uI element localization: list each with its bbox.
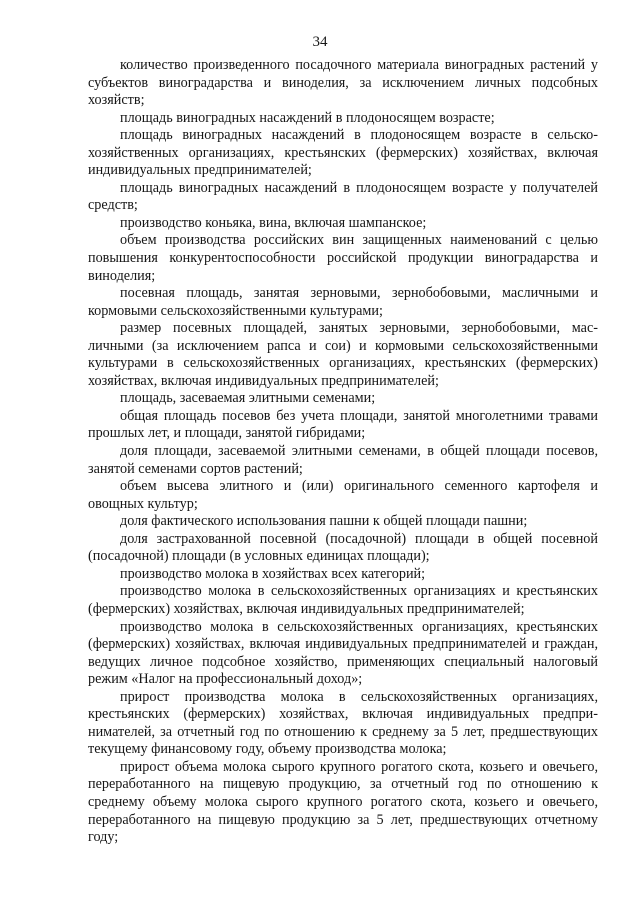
page-number: 34: [312, 34, 328, 50]
paragraph-potato-seeding: объем высева элитного и (или) оригинального семенного картофеля и овощных культур;: [88, 478, 598, 512]
paragraph-protected-wines: объем производства российских вин защищенных наименований с целью повышения конкурентоспособности российской продукции виноградарства и виноделия;: [88, 232, 598, 284]
paragraph-planting-material: количество произведенного посадочного материала виноградных растений у субъектов виноградарства и виноделия, за исключением личных подсобных хозяйств;: [88, 57, 598, 109]
paragraph-total-crop-area: общая площадь посевов без учета площади, занятой многолетними травами прошлых лет, и площади, занятой гибридами;: [88, 407, 598, 442]
paragraph-sown-area: посевная площадь, занятая зерновыми, зернобобовыми, масличными и кормовыми сельскохозяйственными культурами;: [88, 285, 598, 319]
paragraph-vineyard-area-recipients: площадь виноградных насаждений в плодоносящем возрасте у получателей средств;: [88, 179, 598, 214]
paragraph-milk-organizations: производство молока в сельскохозяйственных организациях и крестьянских (фермерских) хозяйствах, включая индивидуальных предпринимателей;: [88, 583, 598, 617]
paragraph-milk-all-categories: производство молока в хозяйствах всех категорий;: [120, 565, 426, 582]
paragraph-arable-land-usage: доля фактического использования пашни к общей площади пашни;: [120, 513, 528, 530]
document-body: [88, 57, 598, 847]
paragraph-cognac-wine-production: производство коньяка, вина, включая шампанское;: [120, 214, 427, 231]
paragraph-vineyard-area-organizations: площадь виноградных насаждений в плодоносящем возрасте в сельскохозяйственных организациях, крестьянских (фермерских) хозяйствах, включая индивидуальных предпринимателей;: [88, 127, 598, 179]
paragraph-elite-seed-share: доля площади, засеваемой элитными семенами, в общей площади посевов, занятой семенами сортов растений;: [88, 443, 598, 477]
paragraph-milk-growth: прирост производства молока в сельскохозяйственных организациях, крестьянских (фермерских) хозяйствах, включая индивидуальных предпринимателей, за отчетный год по отношению к среднему за 5 лет, предшествующих текущему финансовому году, объему производства молока;: [88, 688, 598, 758]
paragraph-sown-area-size: размер посевных площадей, занятых зерновыми, зернобобовыми, масличными (за исключением рапса и сои) и кормовыми сельскохозяйственными культурами в сельскохозяйственных организациях, крестьянских (фермерских) хозяйствах, включая индивидуальных предпринимателей;: [88, 320, 598, 389]
paragraph-insured-area-share: доля застрахованной посевной (посадочной) площади в общей посевной (посадочной) площади (в условных единицах площади);: [88, 530, 598, 565]
paragraph-elite-seed-area: площадь, засеваемая элитными семенами;: [120, 390, 376, 407]
paragraph-milk-special-tax: производство молока в сельскохозяйственных организациях, крестьянских (фермерских) хозяйствах, включая индивидуальных предпринимателей и граждан, ведущих личное подсобное хозяйство, применяющих специальный налоговый режим «Налог на профессиональный доход»;: [88, 618, 598, 688]
paragraph-milk-processing-growth: прирост объема молока сырого крупного рогатого скота, козьего и овечьего, переработанного на пищевую продукцию, за отчетный год по отношению к среднему объему молока сырого крупного рогатого скота, козьего и овечьего, переработанного на пищевую продукцию за 5 лет, предшествующих отчетному году;: [88, 758, 598, 846]
paragraph-vineyard-area: площадь виноградных насаждений в плодоносящем возрасте;: [120, 109, 495, 126]
